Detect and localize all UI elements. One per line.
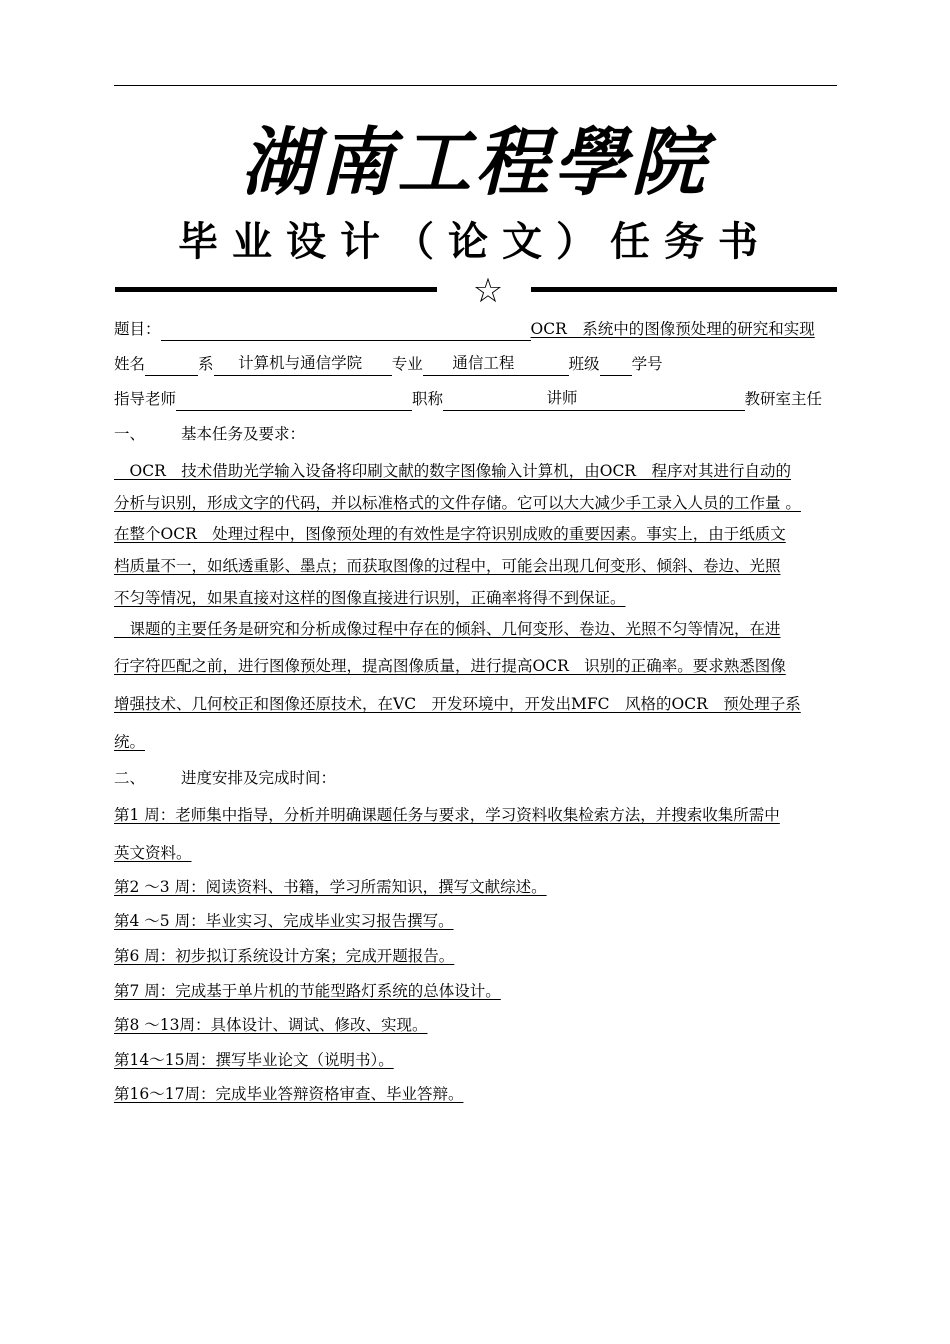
section2-title: 进度安排及完成时间：	[181, 769, 337, 787]
section1-number: 一、	[114, 425, 146, 443]
section1-line: 课题的主要任务是研究和分析成像过程中存在的倾斜、几何变形、卷边、光照不匀等情况，在进	[114, 620, 781, 638]
major-label: 专业	[391, 355, 423, 373]
schedule-line: 英文资料。	[114, 844, 192, 862]
rank-label: 职称	[412, 390, 444, 408]
title-rule-right	[531, 287, 837, 292]
rank-value: 讲师	[546, 389, 578, 407]
advisor-row	[114, 386, 822, 411]
section1-title: 基本任务及要求：	[181, 425, 306, 443]
dept-value: 计算机与通信学院	[238, 354, 363, 372]
schedule-line: 第16～17周：完成毕业答辩资格审查、毕业答辩。	[114, 1085, 464, 1103]
name-field[interactable]	[145, 375, 198, 376]
section1-line: 行字符匹配之前，进行图像预处理，提高图像质量，进行提高OCR 识别的正确率。要求熟悉图像	[114, 657, 786, 675]
schedule-line: 第6 周：初步拟订系统设计方案；完成开题报告。	[114, 947, 455, 965]
topic-value[interactable]: OCR 系统中的图像预处理的研究和实现	[530, 320, 815, 338]
schedule-line: 第2 ～3 周：阅读资料、书籍，学习所需知识，撰写文献综述。	[114, 878, 547, 896]
name-label: 姓名	[114, 355, 146, 373]
section2-number: 二、	[114, 769, 146, 787]
topic-row	[114, 317, 815, 341]
major-field[interactable]	[423, 351, 569, 376]
schedule-line: 第14～15周：撰写毕业论文（说明书）。	[114, 1051, 394, 1069]
star-icon: ☆	[472, 271, 504, 311]
title-rule-left	[115, 287, 437, 292]
class-label: 班级	[568, 355, 600, 373]
document-title: 毕业设计（论文）任务书	[178, 219, 772, 265]
section2-heading	[114, 766, 336, 790]
student-info-row	[114, 351, 663, 376]
section1-line: 不匀等情况，如果直接对这样的图像直接进行识别，正确率将得不到保证。	[114, 589, 626, 607]
schedule-line: 第8 ～13周：具体设计、调试、修改、实现。	[114, 1016, 428, 1034]
top-rule	[114, 85, 837, 86]
id-label: 学号	[631, 355, 663, 373]
section1-line: 在整个OCR 处理过程中，图像预处理的有效性是字符识别成败的重要因素。事实上，由于纸质文	[114, 525, 786, 543]
section1-heading	[114, 422, 305, 446]
schedule-line: 第1 周：老师集中指导，分析并明确课题任务与要求，学习资料收集检索方法，并搜索收集所需中	[114, 806, 780, 824]
section1-line: OCR 技术借助光学输入设备将印刷文献的数字图像输入计算机，由OCR 程序对其进行自动的	[114, 462, 791, 480]
office-label: 教研室主任	[744, 390, 823, 408]
rank-field[interactable]	[443, 386, 744, 411]
section1-line: 增强技术、几何校正和图像还原技术，在VC 开发环境中，开发出MFC 风格的OCR 预处理子系	[114, 695, 801, 713]
advisor-field[interactable]	[176, 410, 412, 411]
class-field[interactable]	[600, 375, 632, 376]
dept-label: 系	[198, 355, 214, 373]
topic-blank[interactable]	[161, 340, 531, 341]
section1-line: 分析与识别，形成文字的代码，并以标准格式的文件存储。它可以大大减少手工录入人员的工作量 。	[114, 494, 801, 512]
section1-line: 档质量不一，如纸透重影、墨点；而获取图像的过程中，可能会出现几何变形、倾斜、卷边、光照	[114, 557, 781, 575]
schedule-line: 第4 ～5 周：毕业实习、完成毕业实习报告撰写。	[114, 912, 454, 930]
schedule-line: 第7 周：完成基于单片机的节能型路灯系统的总体设计。	[114, 982, 501, 1000]
major-value: 通信工程	[452, 354, 515, 372]
topic-label: 题目：	[114, 320, 161, 338]
dept-field[interactable]	[214, 351, 392, 376]
institution-logo: 湖南工程學院	[241, 120, 709, 206]
advisor-label: 指导老师	[114, 390, 177, 408]
section1-line: 统。	[114, 733, 146, 751]
